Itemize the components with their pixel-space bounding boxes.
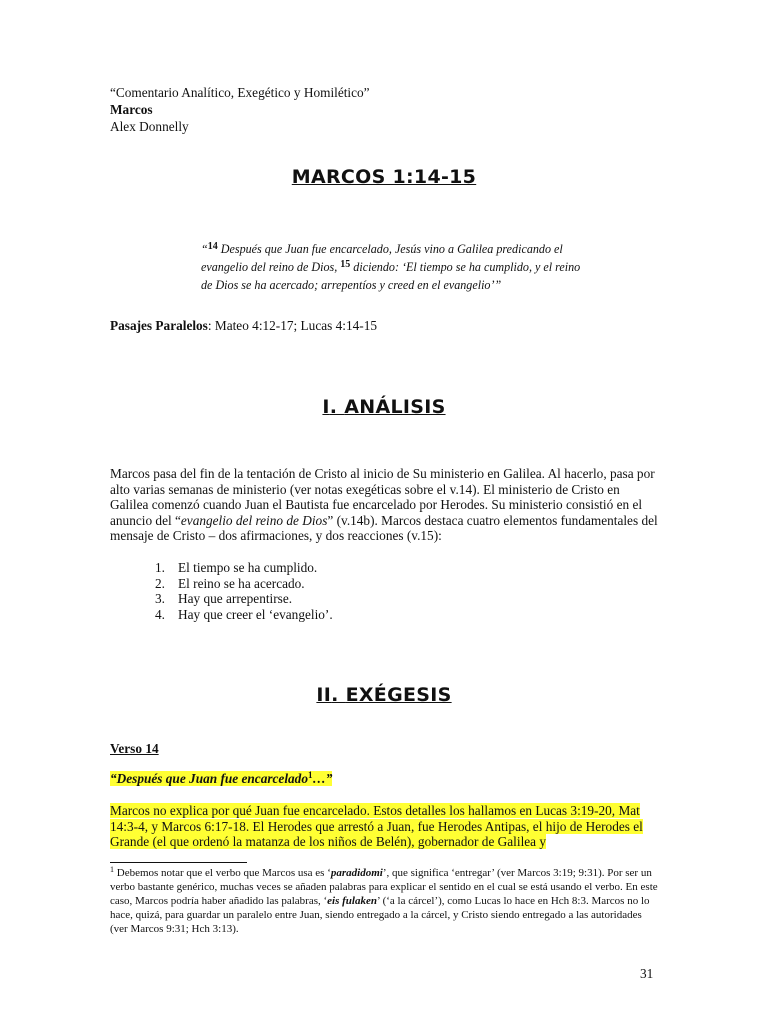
exegesis-paragraph [110, 803, 658, 850]
verse-number-15: 15 [340, 259, 351, 270]
section-title: EXÉGESIS [345, 684, 452, 706]
analysis-text-1: Marcos pasa del fin de la tentación de Cristo al inicio de Su ministerio en Galilea. Al hacerlo, pasa por alto varias semanas de ministerio (ver notas exegéticas sobre el v.14). El ministerio de Cristo en Galilea comenzó cuando Juan el Bautista fue encarcelado por Herodes. Su ministerio consistió en el anuncio del “ [110, 466, 655, 528]
list-item-number: 2. [155, 575, 165, 591]
section-numeral: I [322, 396, 330, 418]
verse-quote [110, 771, 332, 787]
list-item-number: 1. [155, 560, 165, 575]
list-item-number: 3. [155, 591, 165, 607]
footnote-ref[interactable]: 1 [307, 770, 313, 780]
section-heading-exegesis: II. EXÉGESIS [316, 684, 452, 706]
quote-open: “ [201, 242, 208, 256]
list-item [155, 576, 333, 592]
scripture-quote [201, 240, 591, 294]
footnote-number: 1 [110, 865, 114, 874]
greek-term: eis fulaken [327, 895, 377, 908]
analysis-list [155, 560, 333, 623]
list-item-number: 4. [155, 607, 165, 623]
author-name: Alex Donnelly [110, 119, 189, 134]
footnote-text-1: Debemos notar que el verbo que Marcos usa es ‘ [114, 867, 331, 879]
list-item [155, 560, 333, 576]
list-item-text: Hay que creer el ‘evangelio’. [178, 607, 333, 623]
list-item-text: El reino se ha acercado. [178, 575, 305, 591]
analysis-italic: evangelio del reino de Dios [180, 512, 328, 528]
verse-heading: Verso 14 [110, 741, 159, 756]
verse-14-text: Después que Juan fue encarcelado, Jesús vino a Galilea predicando el evangelio del reino de Dios, [201, 242, 563, 274]
list-item-text: Hay que arrepentirse. [178, 591, 293, 607]
footnote-text-3: ’ (‘a la cárcel’), como Lucas lo hace en Hch 8:3. Marcos no lo hace, quizá, para guardar un paralelo entre Juan, siendo entregado a la cárcel, y Cristo siendo entregado a las autoridades (ver Marcos 9:31; Hch 3:13). [110, 895, 650, 936]
footnote [110, 866, 660, 936]
list-item-text: El tiempo se ha cumplido. [178, 560, 318, 575]
parallel-passages-label: Pasajes Paralelos [110, 318, 208, 333]
footnote-separator [110, 862, 247, 863]
section-numeral: II [316, 684, 332, 706]
verse-quote-text: “Después que Juan fue encarcelado [110, 771, 308, 786]
series-title: “Comentario Analítico, Exegético y Homilético” [110, 85, 370, 100]
greek-term: paradidomi [330, 867, 383, 879]
page-number: 31 [640, 966, 654, 981]
book-name: Marcos [110, 102, 153, 117]
verse-number-14: 14 [207, 241, 218, 252]
analysis-text-2: ” (v.14b). Marcos destaca cuatro elementos fundamentales del mensaje de Cristo – dos afirmaciones, y dos reacciones (v.15): [110, 512, 658, 544]
highlighted-text: Marcos no explica por qué Juan fue encarcelado. Estos detalles los hallamos en Lucas 3:19-20, Mat 14:3-4, y Marcos 6:17-18. El Herodes que arrestó a Juan, fue Herodes Antipas, el hijo de Herodes el Grande (el que ordenó la matanza de los niños de Belén), gobernador de Galilea y [110, 803, 643, 850]
footnote-text-2: ’, que significa ‘entregar’ (ver Marcos 3:19; 9:31). Por ser un verbo bastante genérico, muchas veces se añaden palabras para explicar el sentido en el cual se está usando el verbo. En este caso, Marcos podría haber añadido las palabras, ‘ [110, 867, 658, 908]
list-item [155, 607, 333, 623]
verse-15-text: diciendo: ‘El tiempo se ha cumplido, y el reino de Dios se ha acercado; arrepentíos y creed en el evangelio’” [201, 260, 581, 292]
section-heading-analisis: I. ANÁLISIS [322, 396, 446, 418]
section-title: ANÁLISIS [344, 396, 446, 418]
page-title: MARCOS 1:14-15 [291, 166, 477, 188]
list-item [155, 591, 333, 607]
parallel-passages [110, 318, 377, 334]
document-header [110, 84, 370, 135]
parallel-passages-refs: : Mateo 4:12-17; Lucas 4:14-15 [207, 318, 377, 333]
verse-quote-end: …” [312, 771, 333, 786]
analysis-paragraph [110, 466, 658, 544]
